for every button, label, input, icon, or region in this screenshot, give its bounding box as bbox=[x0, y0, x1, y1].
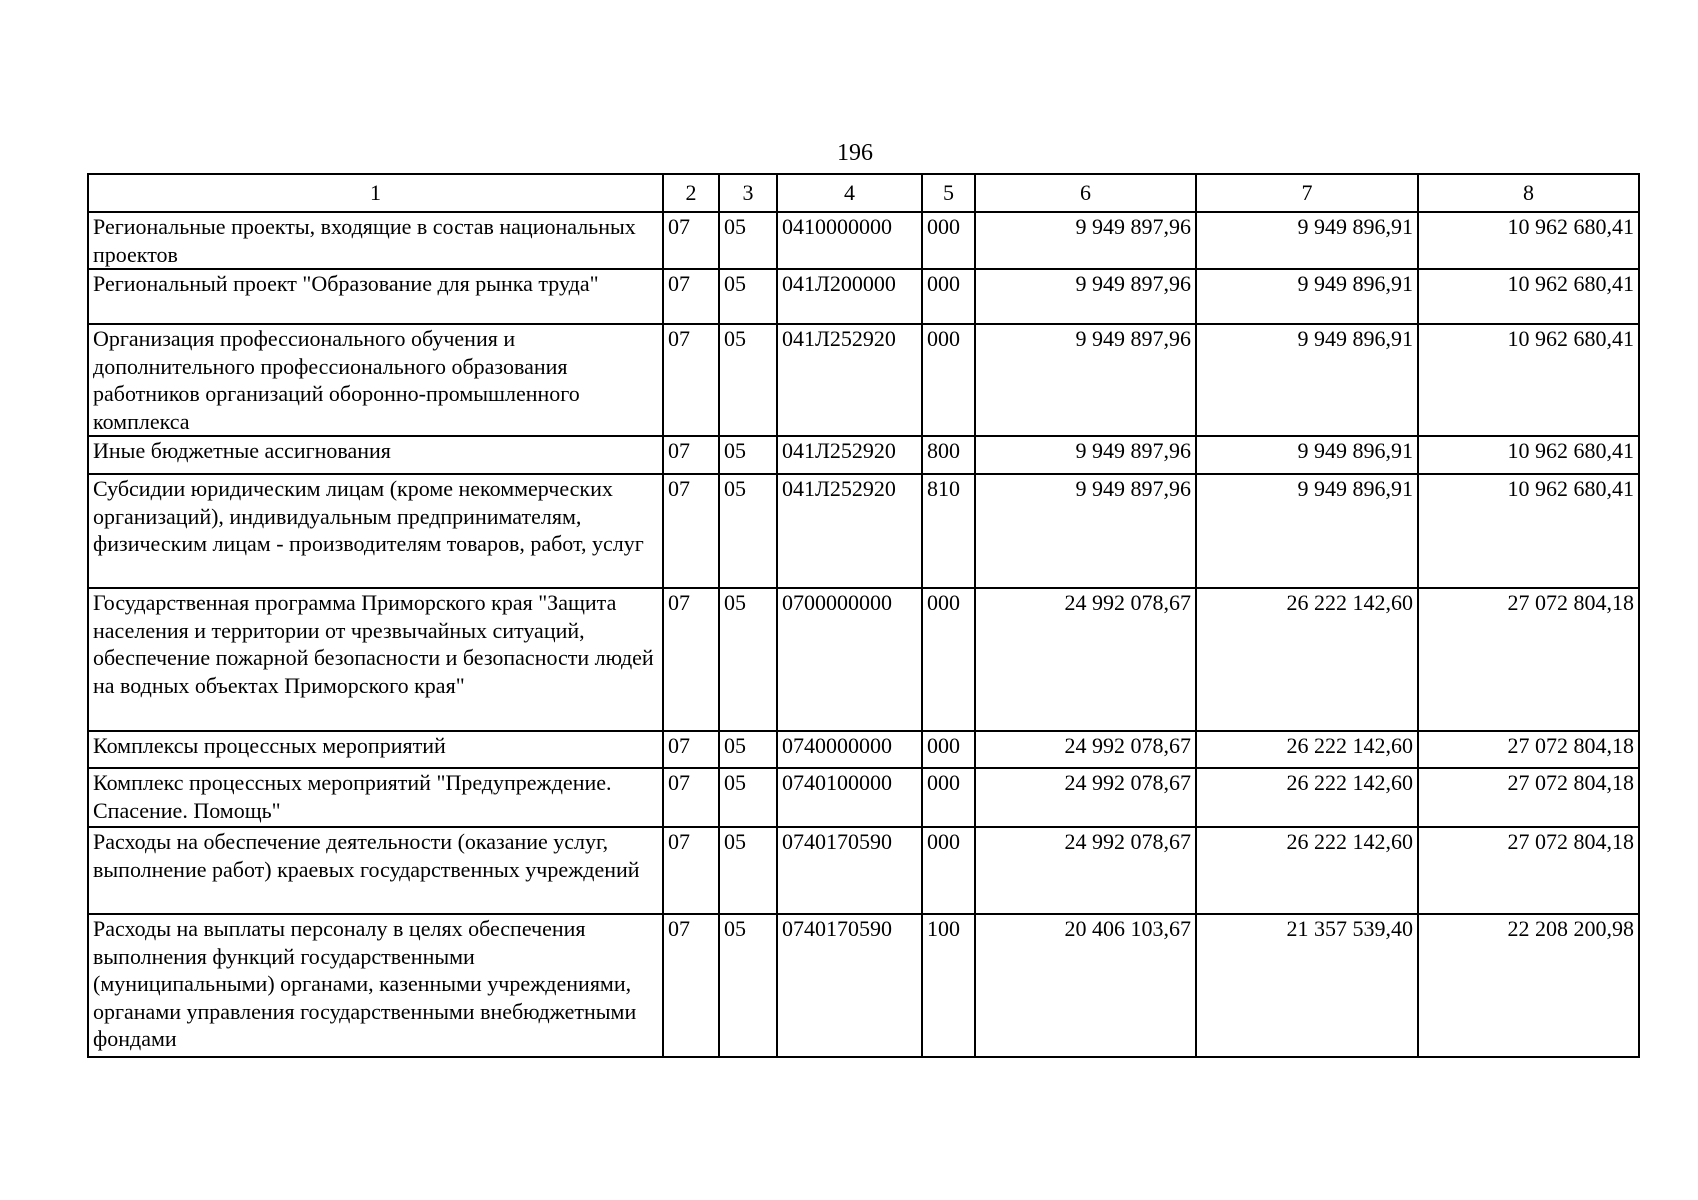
row-value-7: 9 949 896,91 bbox=[1196, 474, 1418, 588]
row-subsection: 05 bbox=[719, 827, 777, 914]
row-name: Иные бюджетные ассигнования bbox=[88, 436, 663, 474]
row-value-6: 9 949 897,96 bbox=[975, 324, 1196, 436]
table-row bbox=[88, 324, 1639, 436]
row-subsection: 05 bbox=[719, 212, 777, 269]
row-expense-type: 000 bbox=[922, 731, 975, 768]
row-value-6: 9 949 897,96 bbox=[975, 474, 1196, 588]
row-expense-type: 000 bbox=[922, 588, 975, 731]
row-value-7: 9 949 896,91 bbox=[1196, 324, 1418, 436]
table-row bbox=[88, 212, 1639, 269]
budget-table bbox=[87, 173, 1640, 1058]
header-col-3: 3 bbox=[719, 174, 777, 212]
row-value-6: 9 949 897,96 bbox=[975, 212, 1196, 269]
row-value-7: 26 222 142,60 bbox=[1196, 827, 1418, 914]
row-value-8: 10 962 680,41 bbox=[1418, 436, 1639, 474]
row-expense-type: 000 bbox=[922, 768, 975, 827]
row-value-8: 10 962 680,41 bbox=[1418, 324, 1639, 436]
header-col-2: 2 bbox=[663, 174, 719, 212]
row-subsection: 05 bbox=[719, 588, 777, 731]
row-name: Государственная программа Приморского края "Защита населения и территории от чрезвычайных ситуаций, обеспечение пожарной безопасности и безопасности людей на водных объектах Приморского края" bbox=[88, 588, 663, 731]
row-value-8: 27 072 804,18 bbox=[1418, 588, 1639, 731]
row-target-code: 0740100000 bbox=[777, 768, 922, 827]
row-target-code: 0700000000 bbox=[777, 588, 922, 731]
table-row bbox=[88, 474, 1639, 588]
row-name: Комплекс процессных мероприятий "Предупреждение. Спасение. Помощь" bbox=[88, 768, 663, 827]
row-value-8: 27 072 804,18 bbox=[1418, 768, 1639, 827]
row-value-7: 9 949 896,91 bbox=[1196, 269, 1418, 324]
row-target-code: 041Л200000 bbox=[777, 269, 922, 324]
table-row bbox=[88, 731, 1639, 768]
row-value-6: 24 992 078,67 bbox=[975, 588, 1196, 731]
row-value-7: 9 949 896,91 bbox=[1196, 436, 1418, 474]
header-row bbox=[88, 174, 1639, 212]
header-col-4: 4 bbox=[777, 174, 922, 212]
row-subsection: 05 bbox=[719, 269, 777, 324]
row-subsection: 05 bbox=[719, 436, 777, 474]
row-name: Региональные проекты, входящие в состав национальных проектов bbox=[88, 212, 663, 269]
row-target-code: 0740170590 bbox=[777, 914, 922, 1057]
row-target-code: 0740000000 bbox=[777, 731, 922, 768]
row-subsection: 05 bbox=[719, 474, 777, 588]
row-value-7: 9 949 896,91 bbox=[1196, 212, 1418, 269]
row-target-code: 041Л252920 bbox=[777, 324, 922, 436]
row-name: Субсидии юридическим лицам (кроме некоммерческих организаций), индивидуальным предпринимателям, физическим лицам - производителям товаров, работ, услуг bbox=[88, 474, 663, 588]
header-col-6: 6 bbox=[975, 174, 1196, 212]
row-value-6: 20 406 103,67 bbox=[975, 914, 1196, 1057]
row-value-8: 10 962 680,41 bbox=[1418, 474, 1639, 588]
row-subsection: 05 bbox=[719, 914, 777, 1057]
row-value-6: 24 992 078,67 bbox=[975, 768, 1196, 827]
row-expense-type: 000 bbox=[922, 269, 975, 324]
row-section: 07 bbox=[663, 269, 719, 324]
row-target-code: 0410000000 bbox=[777, 212, 922, 269]
row-section: 07 bbox=[663, 827, 719, 914]
row-section: 07 bbox=[663, 324, 719, 436]
row-value-8: 22 208 200,98 bbox=[1418, 914, 1639, 1057]
row-expense-type: 000 bbox=[922, 827, 975, 914]
header-col-7: 7 bbox=[1196, 174, 1418, 212]
row-value-7: 26 222 142,60 bbox=[1196, 731, 1418, 768]
table-row bbox=[88, 768, 1639, 827]
row-section: 07 bbox=[663, 474, 719, 588]
row-expense-type: 000 bbox=[922, 324, 975, 436]
row-target-code: 041Л252920 bbox=[777, 436, 922, 474]
header-col-5: 5 bbox=[922, 174, 975, 212]
row-section: 07 bbox=[663, 212, 719, 269]
row-section: 07 bbox=[663, 768, 719, 827]
row-section: 07 bbox=[663, 914, 719, 1057]
row-expense-type: 810 bbox=[922, 474, 975, 588]
row-subsection: 05 bbox=[719, 768, 777, 827]
row-target-code: 041Л252920 bbox=[777, 474, 922, 588]
row-section: 07 bbox=[663, 436, 719, 474]
row-value-8: 10 962 680,41 bbox=[1418, 269, 1639, 324]
row-value-8: 10 962 680,41 bbox=[1418, 212, 1639, 269]
row-expense-type: 100 bbox=[922, 914, 975, 1057]
table-row bbox=[88, 436, 1639, 474]
row-name: Расходы на выплаты персоналу в целях обеспечения выполнения функций государственными (муниципальными) органами, казенными учреждениями, органами управления государственными внебюджетными фондами bbox=[88, 914, 663, 1057]
row-value-7: 26 222 142,60 bbox=[1196, 768, 1418, 827]
row-value-6: 24 992 078,67 bbox=[975, 731, 1196, 768]
row-value-6: 24 992 078,67 bbox=[975, 827, 1196, 914]
page-number: 196 bbox=[837, 140, 873, 166]
row-target-code: 0740170590 bbox=[777, 827, 922, 914]
table-row bbox=[88, 588, 1639, 731]
row-value-6: 9 949 897,96 bbox=[975, 436, 1196, 474]
row-subsection: 05 bbox=[719, 324, 777, 436]
row-value-8: 27 072 804,18 bbox=[1418, 827, 1639, 914]
row-value-7: 21 357 539,40 bbox=[1196, 914, 1418, 1057]
table-row bbox=[88, 269, 1639, 324]
row-value-7: 26 222 142,60 bbox=[1196, 588, 1418, 731]
row-section: 07 bbox=[663, 731, 719, 768]
row-expense-type: 800 bbox=[922, 436, 975, 474]
table-row bbox=[88, 827, 1639, 914]
row-name: Региональный проект "Образование для рынка труда" bbox=[88, 269, 663, 324]
row-value-6: 9 949 897,96 bbox=[975, 269, 1196, 324]
header-col-8: 8 bbox=[1418, 174, 1639, 212]
row-name: Расходы на обеспечение деятельности (оказание услуг, выполнение работ) краевых государственных учреждений bbox=[88, 827, 663, 914]
row-expense-type: 000 bbox=[922, 212, 975, 269]
header-col-1: 1 bbox=[88, 174, 663, 212]
row-name: Организация профессионального обучения и дополнительного профессионального образования работников организаций оборонно-промышленного комплекса bbox=[88, 324, 663, 436]
row-subsection: 05 bbox=[719, 731, 777, 768]
row-section: 07 bbox=[663, 588, 719, 731]
row-name: Комплексы процессных мероприятий bbox=[88, 731, 663, 768]
table-row bbox=[88, 914, 1639, 1057]
row-value-8: 27 072 804,18 bbox=[1418, 731, 1639, 768]
